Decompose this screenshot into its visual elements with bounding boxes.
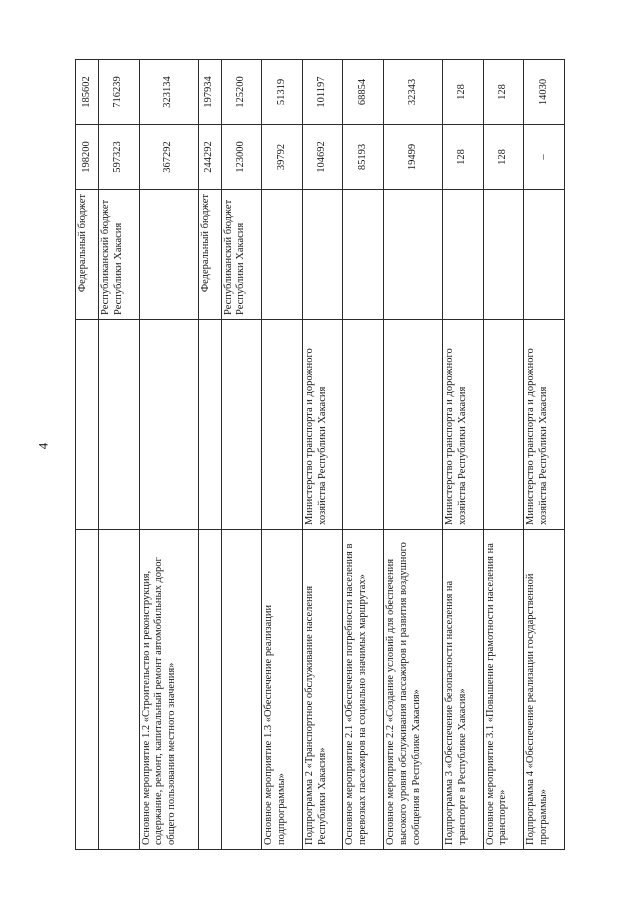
value-cell: 51319 — [262, 60, 303, 125]
executor-cell — [99, 320, 140, 530]
value-cell: 85193 — [343, 125, 384, 190]
source-cell — [524, 190, 565, 320]
source-cell: Федеральный бюджет — [76, 190, 99, 320]
value-cell: 125200 — [221, 60, 262, 125]
table-row — [139, 60, 198, 850]
source-cell — [302, 190, 343, 320]
value-cell: 597323 — [99, 125, 140, 190]
value-cell: 128 — [483, 60, 524, 125]
value-cell: 68854 — [343, 60, 384, 125]
name-cell: Основное мероприятие 1.3 «Обеспечение реализации подпрограммы» — [262, 530, 303, 850]
value-cell: 128 — [483, 125, 524, 190]
source-cell — [139, 190, 198, 320]
name-cell: Основное мероприятие 3.1 «Повышение грамотности населения на транспорте» — [483, 530, 524, 850]
value-cell: 197934 — [198, 60, 221, 125]
source-cell: Республиканский бюджет Республики Хакасия — [221, 190, 262, 320]
name-cell: Основное мероприятие 2.2 «Создание условий для обеспечения высокого уровня обслуживания пассажиров и развития воздушного сообщения в Республике Хакасия» — [384, 530, 443, 850]
name-cell — [198, 530, 221, 850]
table-row — [384, 60, 443, 850]
table-row — [262, 60, 303, 850]
page-number: 4 — [35, 442, 51, 450]
value-cell: 123000 — [221, 125, 262, 190]
value-cell: 104692 — [302, 125, 343, 190]
executor-cell: Министерство транспорта и дорожного хозяйства Республики Хакасия — [302, 320, 343, 530]
executor-cell — [262, 320, 303, 530]
name-cell — [76, 530, 99, 850]
value-cell: 367292 — [139, 125, 198, 190]
table-row — [483, 60, 524, 850]
executor-cell — [76, 320, 99, 530]
value-cell: 185602 — [76, 60, 99, 125]
source-cell — [483, 190, 524, 320]
source-cell — [343, 190, 384, 320]
table-row — [442, 60, 483, 850]
executor-cell: Министерство транспорта и дорожного хозяйства Республики Хакасия — [524, 320, 565, 530]
value-cell: 244292 — [198, 125, 221, 190]
executor-cell — [198, 320, 221, 530]
source-cell: Федеральный бюджет — [198, 190, 221, 320]
value-cell: 716239 — [99, 60, 140, 125]
table-row — [343, 60, 384, 850]
rotated-table-wrapper — [75, 60, 565, 850]
table-row — [221, 60, 262, 850]
value-cell: 101197 — [302, 60, 343, 125]
value-cell: 19499 — [384, 125, 443, 190]
name-cell — [99, 530, 140, 850]
value-cell: – — [524, 125, 565, 190]
executor-cell — [343, 320, 384, 530]
name-cell: Подпрограмма 2 «Транспортное обслуживание населения Республики Хакасия» — [302, 530, 343, 850]
source-cell — [442, 190, 483, 320]
table-row — [302, 60, 343, 850]
table-row — [524, 60, 565, 850]
value-cell: 39792 — [262, 125, 303, 190]
name-cell — [221, 530, 262, 850]
value-cell: 128 — [442, 125, 483, 190]
budget-table — [75, 59, 565, 850]
value-cell: 323134 — [139, 60, 198, 125]
executor-cell: Министерство транспорта и дорожного хозяйства Республики Хакасия — [442, 320, 483, 530]
source-cell — [262, 190, 303, 320]
source-cell: Республиканский бюджет Республики Хакасия — [99, 190, 140, 320]
value-cell: 198200 — [76, 125, 99, 190]
name-cell: Основное мероприятие 1.2 «Строительство и реконструкция, содержание, ремонт, капитальный ремонт автомобильных дорог общего пользования местного значения» — [139, 530, 198, 850]
name-cell: Подпрограмма 3 «Обеспечение безопасности населения на транспорте в Республике Хакасия» — [442, 530, 483, 850]
executor-cell — [221, 320, 262, 530]
executor-cell — [483, 320, 524, 530]
value-cell: 14030 — [524, 60, 565, 125]
value-cell: 128 — [442, 60, 483, 125]
table-row — [99, 60, 140, 850]
executor-cell — [139, 320, 198, 530]
table-row — [76, 60, 99, 850]
executor-cell — [384, 320, 443, 530]
name-cell: Подпрограмма 4 «Обеспечение реализации государственной программы» — [524, 530, 565, 850]
table-row — [198, 60, 221, 850]
value-cell: 32343 — [384, 60, 443, 125]
name-cell: Основное мероприятие 2.1 «Обеспечение потребности населения в перевозках пассажиров на социально значимых маршрутах» — [343, 530, 384, 850]
source-cell — [384, 190, 443, 320]
